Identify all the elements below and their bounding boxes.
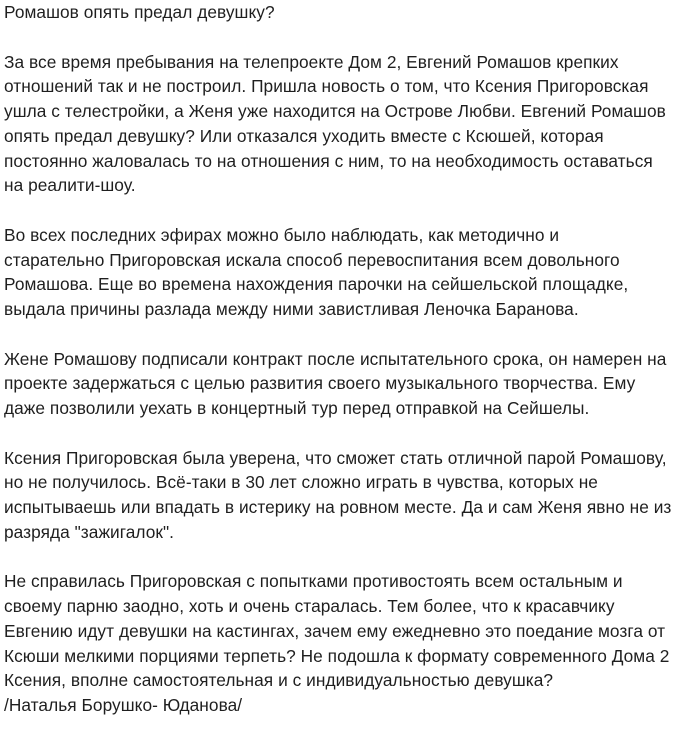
text-line: Во всех последних эфирах можно было наблюдать, как методично и — [4, 224, 560, 245]
text-line: За все время пребывания на телепроекте Дом 2, Евгений Ромашов крепких — [4, 51, 619, 72]
text-line: проекте задержаться с целью развития своего музыкального творчества. Ему — [4, 373, 636, 394]
title-line: Ромашов опять предал девушку? — [4, 2, 275, 22]
text-line: ушла с телестройки, а Женя уже находится на Острове Любви. Евгений Ромашов — [4, 101, 666, 121]
text-line: даже позволили уехать в концертный тур перед отправкой на Сейшелы. — [4, 398, 590, 418]
text-line: опять предал девушку? Или отказался уходить вместе с Ксюшей, которая — [4, 125, 604, 146]
text-line: постоянно жаловалась то на отношения с ним, то на необходимость оставаться — [4, 150, 653, 171]
text-line: Ксюши мелкими порциями терпеть? Не подошла к формату современного Дома 2 — [4, 645, 670, 666]
text-line: разряда "зажигалок". — [4, 521, 175, 542]
article-title — [4, 0, 694, 25]
text-line: Евгению идут девушки на кастингах, зачем ему ежедневно это поедание мозга от — [4, 620, 666, 641]
text-line: но не получилось. Всё-таки в 30 лет сложно играть в чувства, которых не — [4, 472, 598, 493]
text-line: отношений так и не построил. Пришла новость о том, что Ксения Пригоровская — [4, 76, 649, 97]
paragraph-4 — [4, 446, 694, 545]
text-line: испытываешь или впадать в истерику на ровном месте. Да и сам Женя явно не из — [4, 497, 672, 517]
text-line: старательно Пригоровская искала способ перевоспитания всем довольного — [4, 249, 620, 270]
paragraph-5 — [4, 569, 694, 718]
text-line: Ксения, вполне самостоятельная и с индивидуальностью девушка? — [4, 670, 554, 691]
text-line: Жене Ромашову подписали контракт после испытательного срока, он намерен на — [4, 348, 667, 369]
article — [4, 0, 694, 718]
text-line: Ксения Пригоровская была уверена, что сможет стать отличной парой Ромашову, — [4, 447, 667, 468]
paragraph-1 — [4, 50, 694, 199]
author-signature: /Наталья Борушко- Юданова/ — [4, 695, 243, 715]
text-line: Ромашова. Еще во времена нахождения парочки на сейшельской площадке, — [4, 274, 629, 295]
paragraph-2 — [4, 223, 694, 322]
text-line: выдала причины разлада между ними завистливая Леночка Баранова. — [4, 299, 579, 319]
text-line: своему парню заодно, хоть и очень старалась. Тем более, что к красавчику — [4, 596, 615, 616]
paragraph-3 — [4, 347, 694, 421]
text-line: на реалити-шоу. — [4, 175, 136, 196]
text-line: Не справилась Пригоровская с попытками противостоять всем остальным и — [4, 571, 623, 592]
